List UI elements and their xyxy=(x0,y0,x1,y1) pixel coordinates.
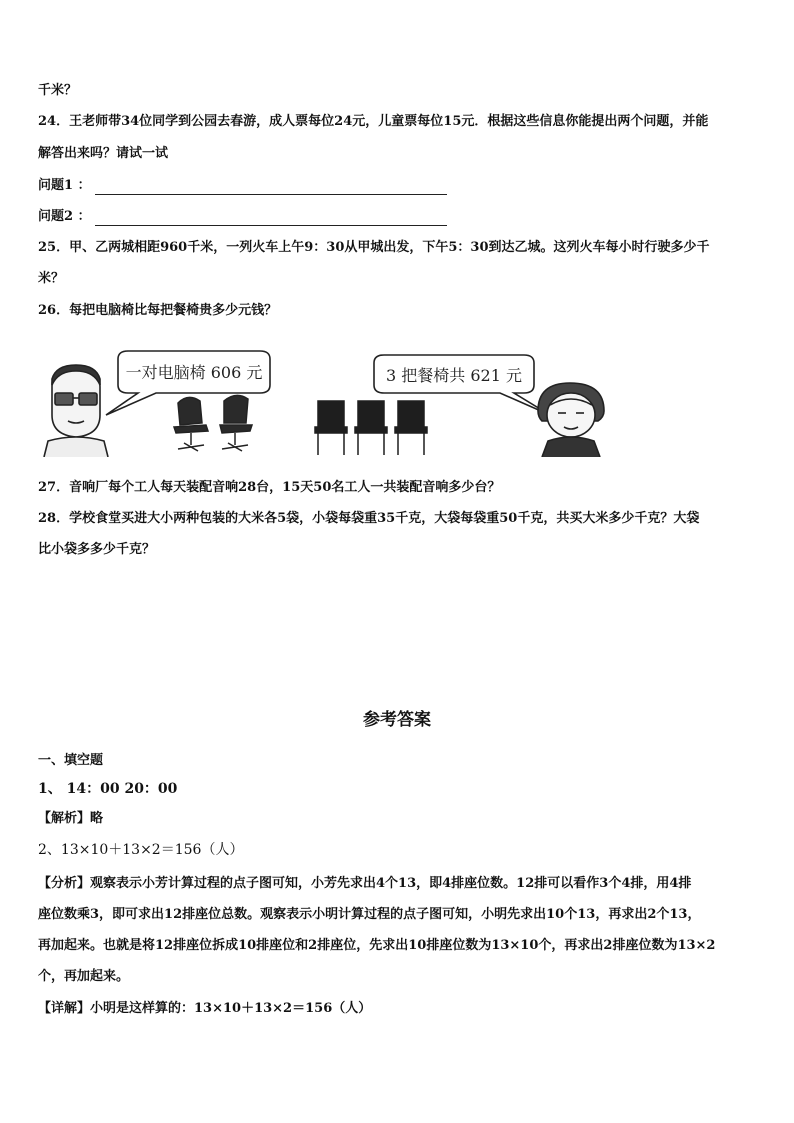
q25-line-2: 米？ xyxy=(38,271,65,286)
q24-problem-1-answer-line[interactable] xyxy=(95,180,447,195)
answer-2-detail: 【详解】小明是这样算的：13×10＋13×2＝156（人） xyxy=(38,1001,372,1016)
q28-line-2: 比小袋多多少千克？ xyxy=(38,542,156,557)
answer-1-analysis: 【解析】略 xyxy=(38,811,104,826)
answer-2-analysis-line-2: 座位数乘3，即可求出12排座位总数。观察表示小明计算过程的点子图可知，小明先求出10个13，再求出2个13， xyxy=(38,907,701,922)
q26-text: 26．每把电脑椅比每把餐椅贵多少元钱？ xyxy=(38,303,278,318)
answer-2-analysis-line-3: 再加起来。也就是将12排座位拆成10排座位和2排座位，先求出10排座位数为13×10个，再求出2排座位数为13×2 xyxy=(38,938,716,953)
answer-2: 2、13×10＋13×2＝156（人） xyxy=(38,842,244,858)
q26-illustration-svg xyxy=(38,345,758,457)
woman-figure xyxy=(538,383,604,457)
answers-section-1: 一、填空题 xyxy=(38,753,104,768)
computer-chairs-icon xyxy=(174,395,252,451)
q27-text: 27．音响厂每个工人每天装配音响28台，15天50名工人一共装配音响多少台？ xyxy=(38,480,501,495)
q24-problem-1-label: 问题1 ： xyxy=(38,178,91,193)
q24-problem-2 xyxy=(38,208,756,226)
q28-line-1: 28．学校食堂买进大小两种包装的大米各5袋，小袋每袋重35千克，大袋每袋重50千克，共买大米多少千克？大袋 xyxy=(38,511,700,526)
q24-problem-2-label: 问题2 ： xyxy=(38,209,91,224)
q24-problem-1 xyxy=(38,177,756,195)
right-bubble-text: 3 把餐椅共 621 元 xyxy=(386,366,522,385)
answer-2-analysis-line-1: 【分析】观察表示小芳计算过程的点子图可知，小芳先求出4个13，即4排座位数。12排可以看作3个4排，用4排 xyxy=(38,876,692,891)
dining-chairs-icon xyxy=(315,401,427,455)
left-bubble-text: 一对电脑椅 606 元 xyxy=(125,363,263,382)
q24-problem-2-answer-line[interactable] xyxy=(95,211,447,226)
q23-tail: 千米？ xyxy=(38,83,78,98)
q24-line-2: 解答出来吗？请试一试 xyxy=(38,146,169,161)
answers-title: 参考答案 xyxy=(363,710,431,730)
answer-1: 1、 14：00 20：00 xyxy=(38,781,178,797)
q24-line-1: 24．王老师带34位同学到公园去春游，成人票每位24元，儿童票每位15元．根据这些信息你能提出两个问题，并能 xyxy=(38,114,709,129)
q26-illustration xyxy=(38,345,758,457)
answer-2-analysis-line-4: 个，再加起来。 xyxy=(38,969,130,984)
man-with-glasses-figure xyxy=(44,365,108,457)
q25-line-1: 25．甲、乙两城相距960千米，一列火车上午9：30从甲城出发，下午5：30到达乙城。这列火车每小时行驶多少千 xyxy=(38,240,710,255)
